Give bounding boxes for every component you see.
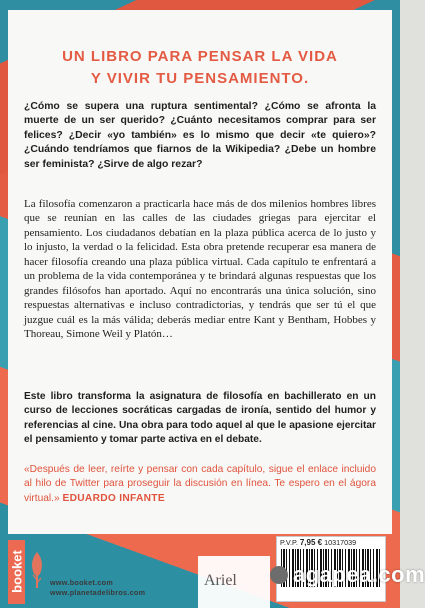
ariel-logo-text: Ariel <box>204 572 237 589</box>
planeta-url[interactable]: www.planetadelibros.com <box>50 588 146 597</box>
headline-line-2: Y VIVIR TU PENSAMIENTO. <box>90 70 310 87</box>
watermark-logo-icon <box>270 566 288 584</box>
booket-url[interactable]: www.booket.com <box>50 578 114 587</box>
watermark-text: agapea.com <box>293 562 425 587</box>
author-quote <box>24 463 376 506</box>
body-paragraph: La filosofía comenzaron a practicarla hace más de dos milenios hombres libres que se reunían en las calles de las ciudades griegas para ejercitar el pensamiento. Los ciudadanos debatían en la plaza pública acerca de lo justo y lo injusto, la verdad o la felicidad. Esta obra pretende recuperar esa manera de hacer filosofía creando una plaza pública virtual. Cada capítulo te enfrentará a un problema de la vida contemporánea y te brindará algunas respuestas que los grandes filósofos han aportado. Aquí no encontrarás una única solución, sino respuestas alternativas e incluso contradictorias, y tendrás que ser tú el que juzgue cuál es la más válida; deberás mediar entre Kant y Bentham, Hobbes y Thoreau, Simone Weil y Platón… <box>24 198 376 341</box>
bold-paragraph: Este libro transforma la asignatura de filosofía en bachillerato en un curso de lecciones socráticas cargadas de ironía, sentido del humor y referencias al cine. Una obra para todo aquel al que le apasione ejercitar el pensamiento y tomar parte activa en el debate. <box>24 391 376 446</box>
booket-logo <box>8 540 25 604</box>
ariel-imprint <box>198 556 270 608</box>
product-code: 10317039 <box>324 538 357 547</box>
tree-icon <box>30 550 44 590</box>
questions-paragraph: ¿Cómo se supera una ruptura sentimental? ¿Cómo se afronta la muerte de un ser querido? ¿Cuánto necesitamos comprar para ser felices? ¿Decir «yo también» es lo mismo que decir «te quiero»? ¿Cuándo tendríamos que fiarnos de la Wikipedia? ¿Debe un hombre ser feminista? ¿Sirve de algo rezar? <box>24 101 376 170</box>
price-line <box>280 538 356 547</box>
publisher-urls <box>50 578 145 598</box>
quote-text: «Después de leer, reírte y pensar con cada capítulo, sigue el enlace incluido al hilo de Twitter para proseguir la discusión en línea. Te espero en el ágora virtual.» <box>24 464 376 504</box>
price-value: 7,95 € <box>299 538 323 547</box>
booket-logo-text: booket <box>9 550 25 593</box>
watermark <box>270 562 425 588</box>
price-label: P.V.P. <box>280 538 298 547</box>
quote-author: EDUARDO INFANTE <box>62 492 165 504</box>
headline-line-1: UN LIBRO PARA PENSAR LA VIDA <box>62 48 338 65</box>
